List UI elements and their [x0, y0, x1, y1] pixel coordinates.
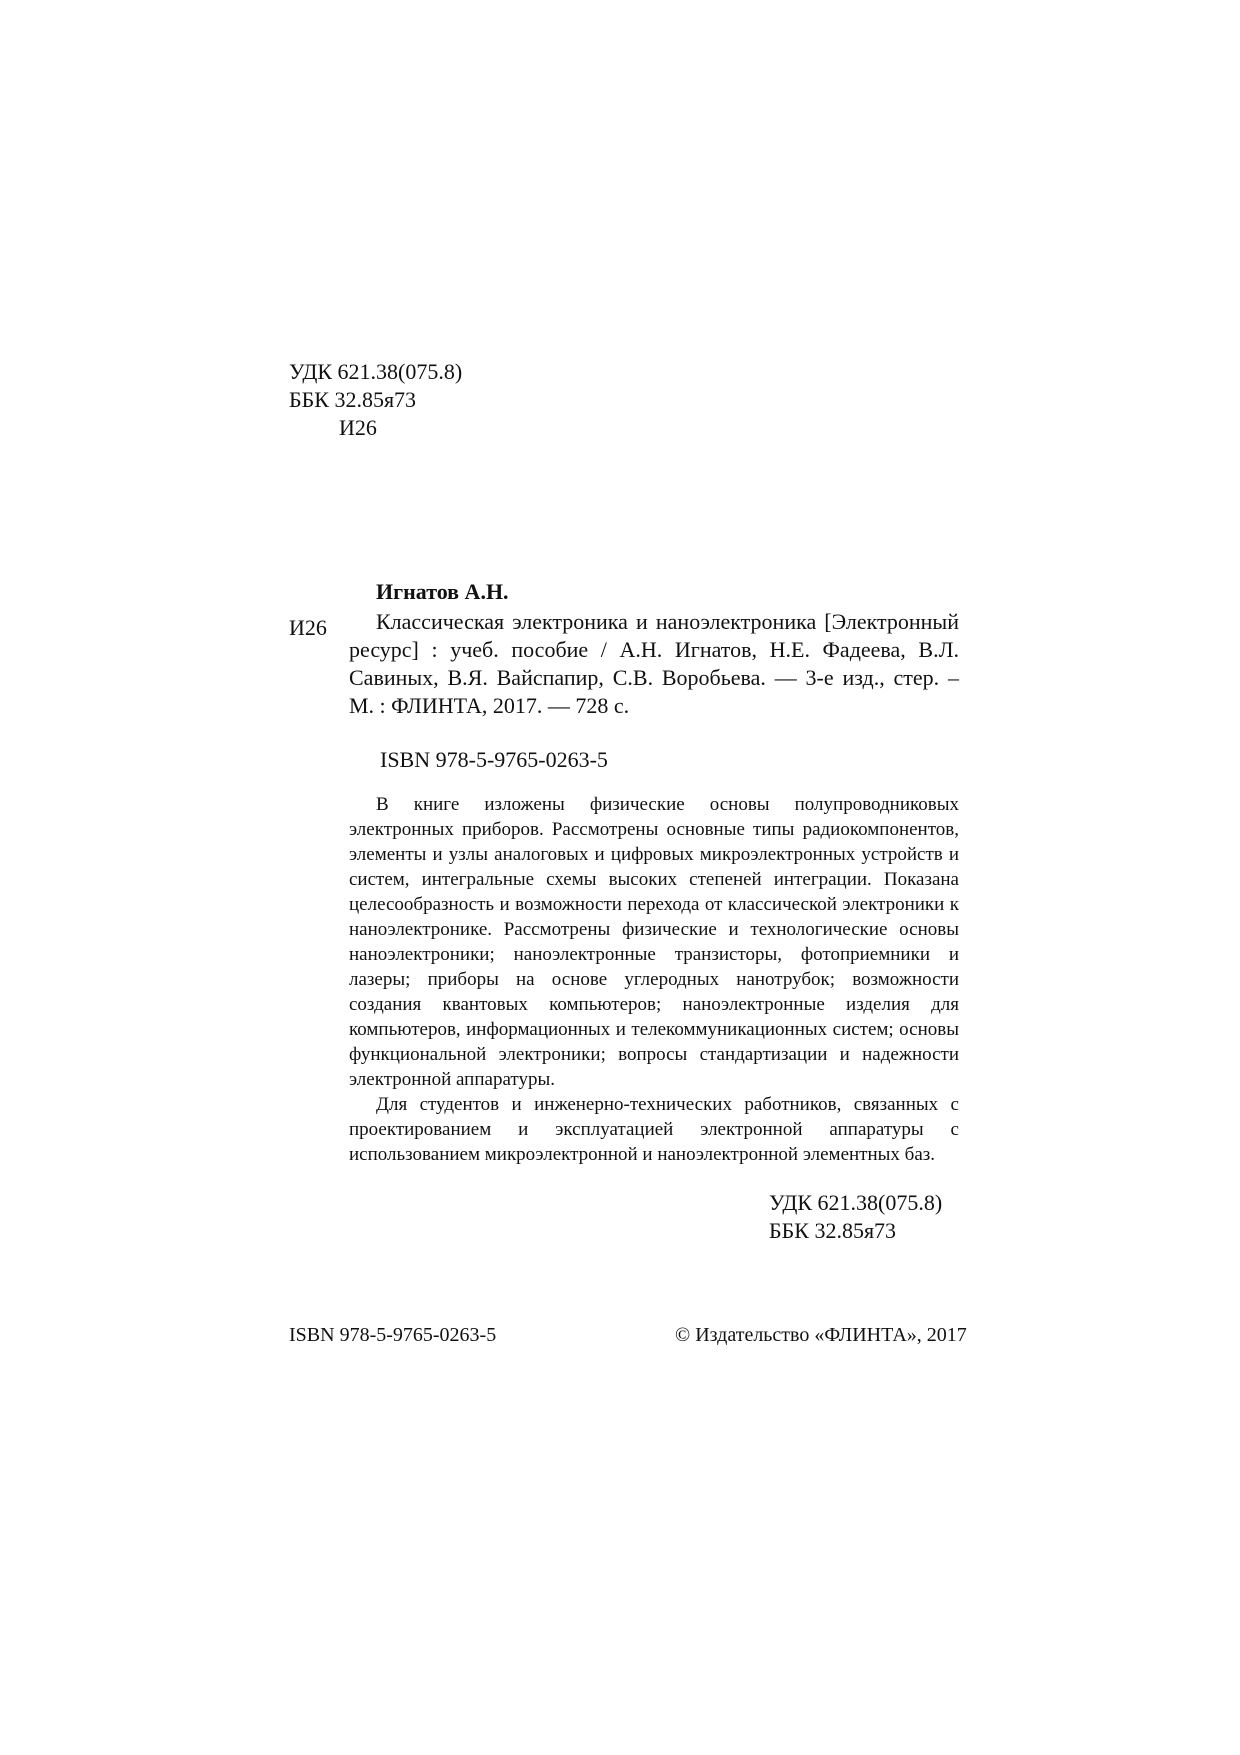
isbn-line: ISBN 978-5-9765-0263-5 — [380, 747, 608, 772]
bbk-code: ББК 32.85я73 — [769, 1218, 897, 1243]
footer-isbn: ISBN 978-5-9765-0263-5 — [289, 1324, 497, 1346]
author-heading: Игнатов А.Н. — [376, 579, 509, 604]
author-mark-code: И26 — [339, 415, 377, 440]
abstract — [349, 792, 959, 1167]
audience-paragraph: Для студентов и инженерно-технических работников, связанных с проектированием и эксплуатацией электронной аппаратуры с использованием микроэлектронной и наноэлектронной элементных баз. — [349, 1094, 959, 1165]
classification-block-right — [769, 1189, 959, 1245]
udk-code: УДК 621.38(075.8) — [769, 1190, 943, 1215]
copyright-notice: © Издательство «ФЛИНТА», 2017 — [675, 1324, 967, 1346]
udk-code: УДК 621.38(075.8) — [289, 359, 463, 384]
bibliographic-record — [289, 578, 959, 1245]
bbk-code: ББК 32.85я73 — [289, 387, 417, 412]
abstract-paragraph: В книге изложены физические основы полупроводниковых электронных приборов. Рассмотрены основные типы радиокомпонентов, элементы и узлы аналоговых и цифровых микроэлектронных устройств и систем, интегральные схемы высоких степеней интеграции. Показана целесообразность и возможности перехода от классической электроники к наноэлектронике. Рассмотрены физические и технологические основы наноэлектроники; наноэлектронные транзисторы, фотоприемники и лазеры; приборы на основе углеродных нанотрубок; возможности создания квантовых компьютеров; наноэлектронные изделия для компьютеров, информационных и телекоммуникационных систем; основы функциональной электроники; вопросы стандартизации и надежности электронной аппаратуры. — [349, 794, 959, 1090]
bibliographic-description: Классическая электроника и наноэлектроника [Электронный ресурс] : учеб. пособие / А.Н. Игнатов, Н.Е. Фадеева, В.Л. Савиных, В.Я. Вайспапир, С.В. Воробьева. — 3-е изд., стер. – М. : ФЛИНТА, 2017. — 728 с. — [349, 609, 959, 718]
author-mark-code: И26 — [289, 615, 327, 640]
record-body — [289, 608, 959, 720]
classification-block-top — [289, 358, 462, 442]
